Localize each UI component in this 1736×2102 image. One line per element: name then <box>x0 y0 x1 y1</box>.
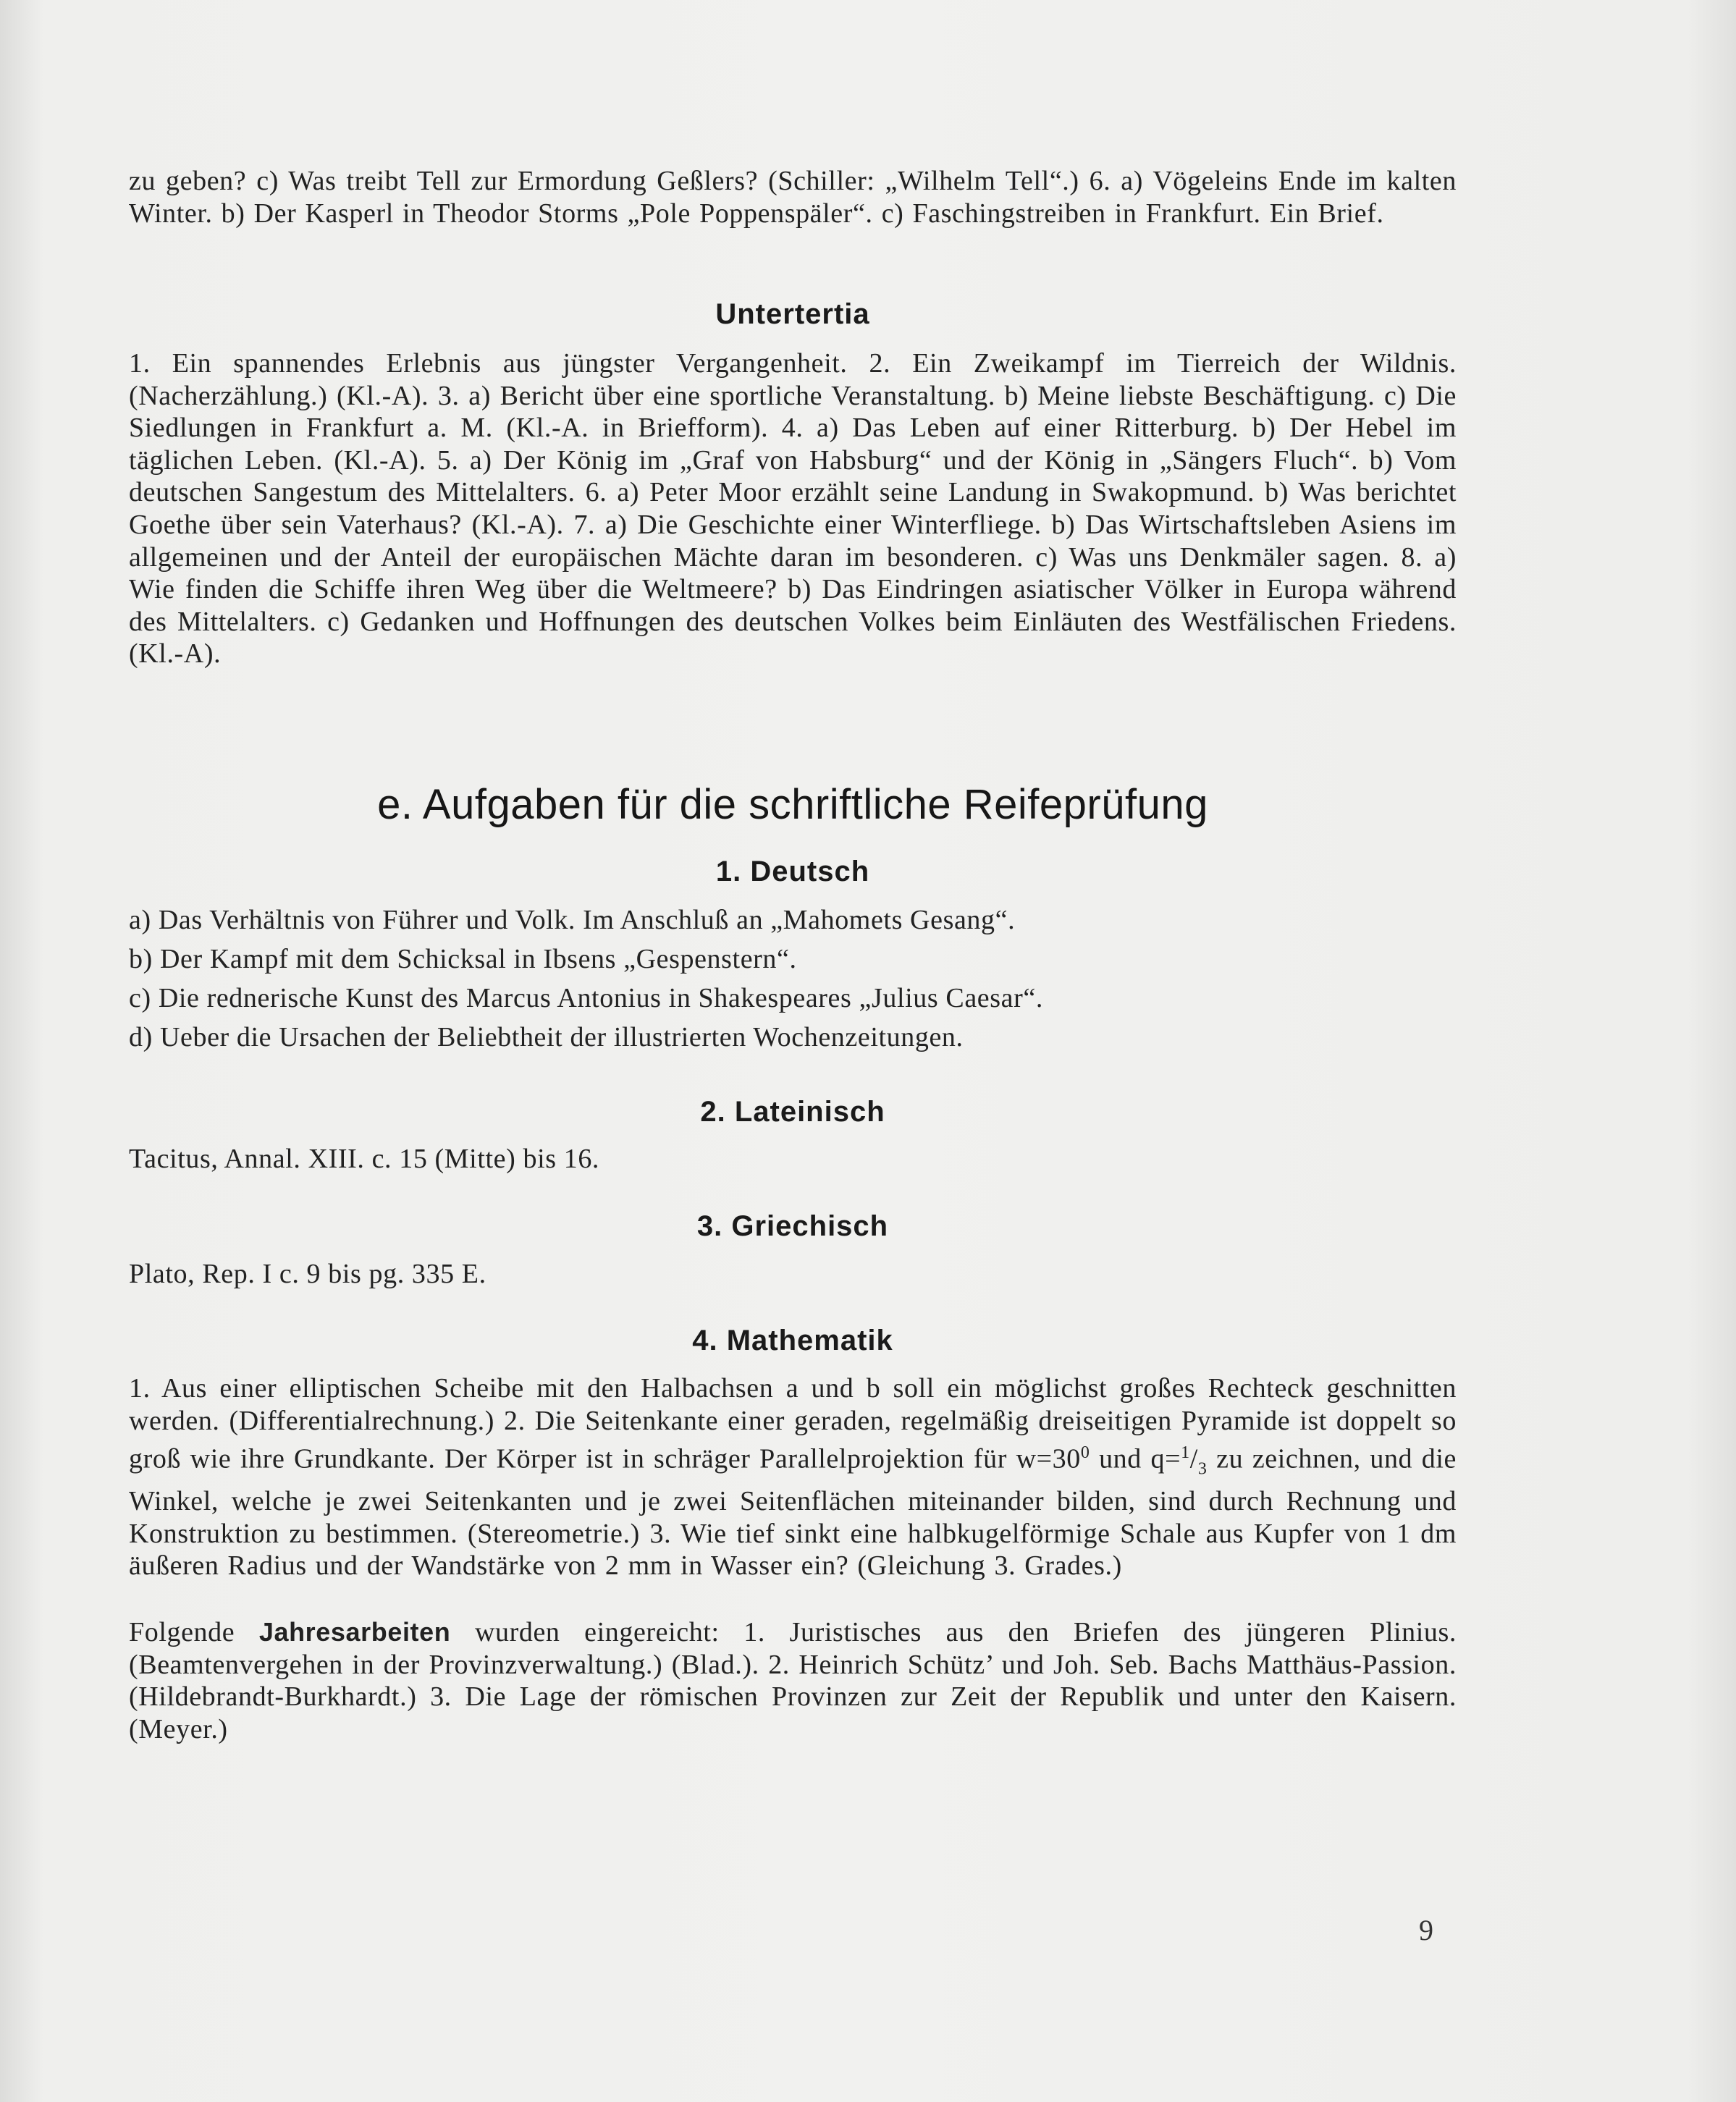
intro-paragraph: zu geben? c) Was treibt Tell zur Ermordung Geßlers? (Schiller: „Wilhelm Tell“.) 6. a) Vögeleins Ende im kalten Winter. b) Der Kasperl in Theodor Storms „Pole Poppenspäler“. c) Faschingstreiben in Frankfurt. Ein Brief. <box>129 166 1457 229</box>
page-number: 9 <box>1419 1914 1433 1946</box>
jahresarbeiten-paragraph <box>129 1616 1457 1745</box>
heading-mathematik: 4. Mathematik <box>692 1325 893 1356</box>
lateinisch-text: Tacitus, Annal. XIII. c. 15 (Mitte) bis 16. <box>129 1144 600 1174</box>
heading-untertertia: Untertertia <box>715 298 870 330</box>
griechisch-text: Plato, Rep. I c. 9 bis pg. 335 E. <box>129 1259 486 1289</box>
fraction-slash: / <box>1189 1443 1198 1474</box>
deutsch-item-c: c) Die rednerische Kunst des Marcus Antonius in Shakespeares „Julius Caesar“. <box>129 983 1043 1013</box>
untertertia-paragraph: 1. Ein spannendes Erlebnis aus jüngster Vergangenheit. 2. Ein Zweikampf im Tierreich der Wildnis. (Nacherzählung.) (Kl.-A). 3. a) Bericht über eine sportliche Veranstaltung. b) Meine liebste Beschäftigung. c) Die Siedlungen in Frankfurt a. M. (Kl.-A. in Briefform). 4. a) Das Leben auf einer Ritterburg. b) Der Hebel im täglichen Leben. (Kl.-A). 5. a) Der König im „Graf von Habsburg“ und der König in „Sängers Fluch“. b) Vom deutschen Sangestum des Mittelalters. 6. a) Peter Moor erzählt seine Landung in Swakopmund. b) Was berichtet Goethe über sein Vaterhaus? (Kl.-A). 7. a) Die Geschichte einer Winterfliege. b) Das Wirtschaftsleben Asiens im allgemeinen und der Anteil der europäischen Mächte daran im besonderen. c) Was uns Denkmäler sagen. 8. a) Wie finden die Schiffe ihren Weg über die Weltmeere? b) Das Eindringen asiatischer Völker in Europa während des Mittelalters. c) Gedanken und Hoffnungen des deutschen Volkes beim Einläuten des Westfälischen Friedens. (Kl.-A). <box>129 348 1457 670</box>
mathematik-text-mid: und q= <box>1090 1443 1181 1474</box>
jahresarbeiten-bold: Jahresarbeiten <box>258 1617 451 1647</box>
mathematik-text-before: 1. Aus einer elliptischen Scheibe mit den Halbachsen a und b soll ein möglichst großes Rechteck geschnitten werden. (Differentialrechnung.) 2. Die Seitenkante einer geraden, regelmäßig dreiseitigen Pyramide ist doppelt so groß wie ihre Grundkante. Der Körper ist in schräger Parallelprojektion für w=30 <box>129 1373 1457 1474</box>
heading-reifepruefung: e. Aufgaben für die schriftliche Reifeprüfung <box>377 781 1208 828</box>
mathematik-text-after: zu zeichnen, und die Winkel, welche je zwei Seitenkanten und je zwei Seitenflächen miteinander bilden, sind durch Rechnung und Konstruktion zu bestimmen. (Stereometrie.) 3. Wie tief sinkt eine halbkugelförmige Schale aus Kupfer von 1 dm äußeren Radius und der Wandstärke von 2 mm in Wasser ein? (Gleichung 3. Grades.) <box>129 1443 1457 1582</box>
fraction-denominator: 3 <box>1197 1459 1208 1479</box>
fraction-numerator: 1 <box>1181 1443 1190 1463</box>
deutsch-item-a: a) Das Verhältnis von Führer und Volk. Im Anschluß an „Mahomets Gesang“. <box>129 905 1016 935</box>
deutsch-item-b: b) Der Kampf mit dem Schicksal in Ibsens „Gespenstern“. <box>129 944 797 974</box>
degree-sign: 0 <box>1080 1443 1090 1463</box>
jahresarbeiten-text: wurden eingereicht: 1. Juristisches aus den Briefen des jüngeren Plinius. (Beamtenvergehen in der Provinzverwaltung.) (Blad.). 2. Heinrich Schütz’ und Joh. Seb. Bachs Matthäus-Passion. (Hildebrandt-Burkhardt.) 3. Die Lage der römischen Provinzen zur Zeit der Republik und unter den Kaisern. (Meyer.) <box>129 1617 1457 1744</box>
mathematik-paragraph <box>129 1372 1457 1582</box>
heading-lateinisch: 2. Lateinisch <box>700 1096 885 1128</box>
heading-deutsch: 1. Deutsch <box>715 856 870 887</box>
deutsch-item-d: d) Ueber die Ursachen der Beliebtheit der illustrierten Wochenzeitungen. <box>129 1022 964 1052</box>
jahresarbeiten-lead: Folgende <box>129 1617 259 1647</box>
heading-griechisch: 3. Griechisch <box>696 1210 889 1242</box>
